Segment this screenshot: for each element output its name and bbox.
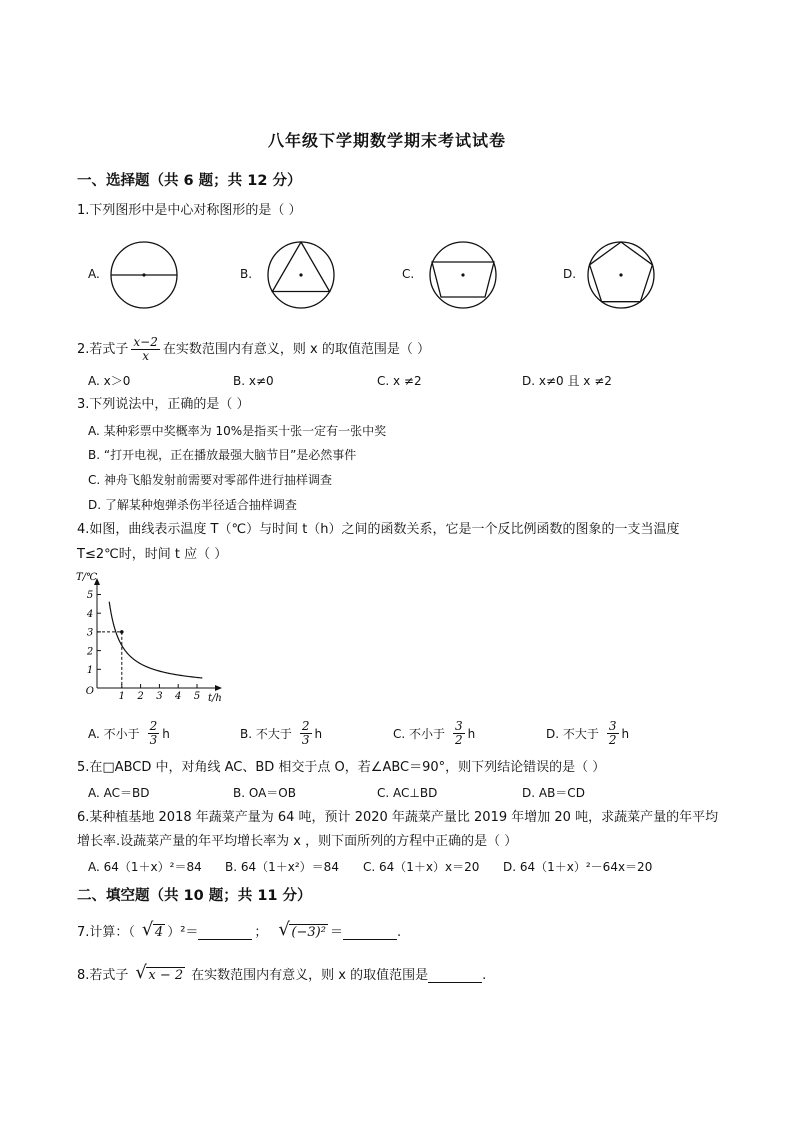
q7-equals: ＝ xyxy=(329,925,343,940)
center-dot xyxy=(142,273,145,276)
fraction-numerator: 2 xyxy=(301,719,310,733)
q2-fraction xyxy=(131,336,159,363)
q7-sqrt-2 xyxy=(279,925,328,941)
q2-fraction-numerator: x−2 xyxy=(133,335,158,349)
q6-option-a: A. 64（1＋x）²＝84 xyxy=(88,860,202,874)
fraction-numerator: 3 xyxy=(455,719,463,733)
q4-option-a-unit: h xyxy=(162,726,170,741)
question-1-stem: 1.下列图形中是中心对称图形的是（ ） xyxy=(77,203,302,218)
x-axis-arrow xyxy=(215,685,222,691)
q2-stem-pre: 2.若式子 xyxy=(77,341,129,357)
q4-option-b-text: B. 不大于 xyxy=(240,726,292,741)
fraction-denominator: 2 xyxy=(455,733,463,747)
q4-option-c-text: C. 不小于 xyxy=(393,726,446,741)
q5-option-d: D. AB＝CD xyxy=(522,786,585,800)
fraction-denominator: 2 xyxy=(608,733,617,747)
q5-option-c: C. AC⊥BD xyxy=(377,786,438,800)
q1-option-d-figure xyxy=(585,239,657,311)
q7-answer-blank-2[interactable] xyxy=(343,927,397,940)
y-tick-label-5: 5 xyxy=(86,590,94,602)
question-4-stem-line1: 4.如图，曲线表示温度 T（℃）与时间 t（h）之间的函数关系，它是一个反比例函数的图象的一支当温度 xyxy=(77,522,680,537)
trapezoid-shape xyxy=(432,262,494,297)
fraction-denominator: 3 xyxy=(149,733,158,747)
q6-option-b: B. 64（1＋x²）＝84 xyxy=(225,860,339,874)
q4-option-a xyxy=(88,720,170,747)
q7-end: . xyxy=(396,925,402,940)
center-dot xyxy=(619,273,622,276)
q3-option-a: A. 某种彩票中奖概率为 10%是指买十张一定有一张中奖 xyxy=(88,424,387,438)
q7-radicand-2: (−3)² xyxy=(291,925,326,940)
q4-option-a-fraction xyxy=(148,720,160,747)
origin-label: O xyxy=(85,686,94,697)
y-tick-label-1: 1 xyxy=(86,665,94,676)
y-tick-label-4: 4 xyxy=(86,608,94,620)
q7-separator: ； xyxy=(254,925,268,940)
q2-stem-post: 在实数范围内有意义，则 x 的取值范围是（ ） xyxy=(162,341,430,357)
q4-graph xyxy=(72,568,227,708)
q4-option-c-unit: h xyxy=(467,726,476,741)
q7-answer-blank-1[interactable] xyxy=(198,927,252,940)
question-4-stem-line2: T≤2℃时，时间 t 应（ ） xyxy=(77,547,228,562)
x-axis-label: t/h xyxy=(208,693,222,704)
q1-option-b-figure xyxy=(265,239,337,311)
q1-option-a-label: A. xyxy=(88,267,100,281)
q3-option-c: C. 神舟飞船发射前需要对零部件进行抽样调查 xyxy=(88,473,333,487)
x-tick-label-5: 5 xyxy=(193,691,201,702)
section-heading-choice: 一、选择题（共 6 题；共 12 分） xyxy=(77,173,302,189)
q1-option-d-label: D. xyxy=(563,267,577,281)
q7-sqrt-1 xyxy=(143,925,165,941)
q1-option-c-figure xyxy=(427,239,499,311)
q8-end: . xyxy=(482,968,487,983)
question-3-stem: 3.下列说法中，正确的是（ ） xyxy=(77,397,250,412)
x-tick-label-4: 4 xyxy=(175,691,182,702)
q3-option-b: B. “打开电视，正在播放最强大脑节目”是必然事件 xyxy=(88,448,357,462)
question-5-stem: 5.在□ABCD 中，对角线 AC、BD 相交于点 O，若∠ABC＝90°，则下列结论错误的是（ ） xyxy=(77,760,606,775)
q8-answer-blank[interactable] xyxy=(428,970,482,983)
q8-text: 在实数范围内有意义，则 x 的取值范围是 xyxy=(191,968,429,983)
x-tick-label-3: 3 xyxy=(156,691,163,702)
y-axis-label: T/℃ xyxy=(76,572,98,583)
q7-radicand-1: 4 xyxy=(154,925,164,940)
q3-option-d: D. 了解某种炮弹杀伤半径适合抽样调查 xyxy=(88,498,297,512)
q2-fraction-denominator: x xyxy=(142,349,150,363)
q1-option-b-label: B. xyxy=(240,267,253,281)
y-tick-label-2: 2 xyxy=(86,646,94,658)
q6-option-c: C. 64（1＋x）x＝20 xyxy=(363,860,480,874)
page-title: 八年级下学期数学期末考试试卷 xyxy=(268,131,507,150)
q2-option-d: D. x≠0 且 x ≠2 xyxy=(522,374,612,388)
x-tick-label-2: 2 xyxy=(137,691,144,702)
q1-option-a-figure xyxy=(108,239,180,311)
fraction-denominator: 3 xyxy=(301,733,310,747)
q4-option-d xyxy=(546,720,629,747)
center-dot xyxy=(299,273,302,276)
center-dot xyxy=(461,273,464,276)
q1-option-c-label: C. xyxy=(402,267,415,281)
q7-middle: ）²＝ xyxy=(167,925,199,940)
x-ticks xyxy=(122,684,197,688)
q5-option-b: B. OA＝OB xyxy=(233,786,296,800)
fraction-numerator: 3 xyxy=(608,719,617,733)
q8-sqrt xyxy=(136,968,185,984)
question-6-stem-line2: 增长率.设蔬菜产量的年平均增长率为 x ，则下面所列的方程中正确的是（ ） xyxy=(77,834,518,849)
q4-option-d-text: D. 不大于 xyxy=(546,726,599,741)
fraction-numerator: 2 xyxy=(149,719,158,733)
q5-option-a: A. AC＝BD xyxy=(88,786,150,800)
section-heading-fill-blank: 二、填空题（共 10 题；共 11 分） xyxy=(77,888,312,904)
curve-point xyxy=(120,630,124,634)
y-tick-label-3: 3 xyxy=(86,627,94,639)
q2-option-b: B. x≠0 xyxy=(233,374,274,388)
question-2-stem xyxy=(77,336,430,363)
q2-option-a: A. x＞0 xyxy=(88,374,131,388)
q7-prefix: 7.计算：（ xyxy=(77,925,135,940)
q4-option-b-unit: h xyxy=(314,726,323,741)
q4-option-c xyxy=(393,720,475,747)
question-6-stem-line1: 6.某种植基地 2018 年蔬菜产量为 64 吨，预计 2020 年蔬菜产量比 2019 年增加 20 吨，求蔬菜产量的年平均 xyxy=(77,810,719,825)
question-7 xyxy=(77,925,401,941)
inverse-proportion-curve xyxy=(109,602,202,678)
q4-option-a-text: A. 不小于 xyxy=(88,726,140,741)
question-8 xyxy=(77,968,486,984)
q6-option-d: D. 64（1＋x）²－64x＝20 xyxy=(503,860,653,874)
x-tick-label-1: 1 xyxy=(118,691,125,702)
q4-option-d-unit: h xyxy=(621,726,630,741)
q4-option-d-fraction xyxy=(607,720,619,747)
q8-prefix: 8.若式子 xyxy=(77,968,129,983)
q4-option-b xyxy=(240,720,322,747)
q2-option-c: C. x ≠2 xyxy=(377,374,422,388)
q4-option-c-fraction xyxy=(453,720,465,747)
q8-radicand: x − 2 xyxy=(148,968,184,983)
q4-option-b-fraction xyxy=(300,720,312,747)
